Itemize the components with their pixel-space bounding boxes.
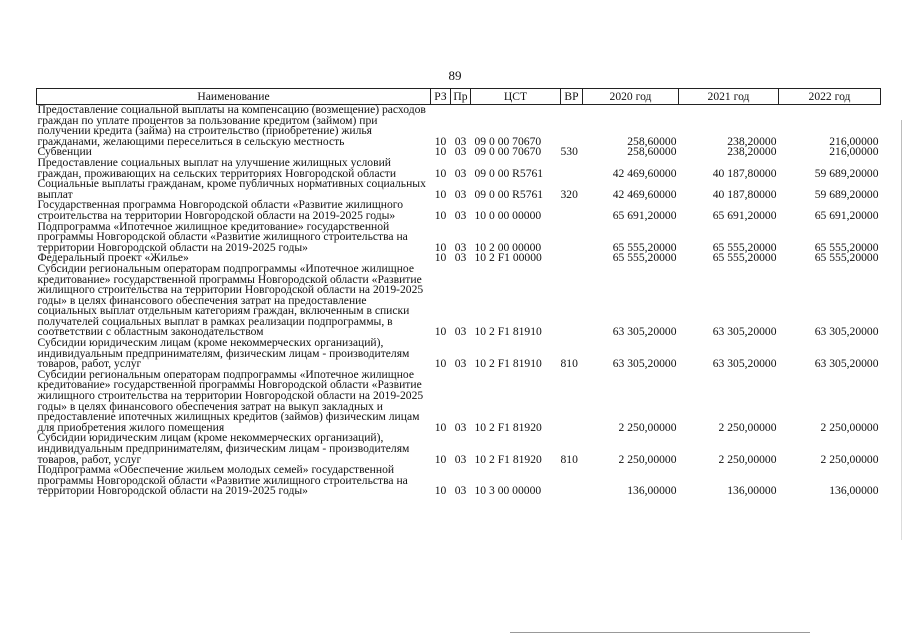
table-row (37, 200, 881, 221)
row-2022: 65 691,20000 (814, 208, 879, 222)
row-vr (561, 158, 583, 179)
row-vr (561, 465, 583, 497)
row-2020: 258,60000 (627, 145, 677, 159)
row-2021: 238,20000 (727, 134, 777, 148)
row-2022: 63 305,20000 (814, 325, 879, 339)
row-2022: 2 250,00000 (820, 452, 879, 466)
row-pr: 03 (454, 251, 467, 265)
header-vr: ВР (561, 89, 583, 105)
row-2022: 216,00000 (829, 134, 879, 148)
scan-artifact-right-edge (901, 120, 902, 540)
row-pr: 03 (454, 187, 467, 201)
row-2022: 63 305,20000 (814, 357, 879, 371)
header-2021: 2021 год (679, 89, 779, 105)
row-name: Предоставление социальной выплаты на компенсацию (возмещение) расходов граждан по уплате процентов за пользование кредитом (займом) при получении кредита (займа) на строительство (приобретение) жилья гражданами, желающими переселиться в сельскую местность (37, 103, 426, 148)
table-row (37, 158, 881, 179)
row-name: Субсидии региональным операторам подпрограммы «Ипотечное жилищное кредитование» государственной программы Новгородской области «Развитие жилищного строительства на территории Новгородской области на 2019-2025 годы» в целях финансового обеспечения затрат на выкуп закладных и предоставление ипотечных жилищных кредитов (займов) физическим лицам для приобретения жилого помещения (37, 367, 424, 434)
row-cst: 09 0 00 R5761 (474, 166, 544, 180)
row-rz: 10 (434, 452, 447, 466)
row-pr: 03 (454, 484, 467, 498)
row-2021: 40 187,80000 (712, 166, 777, 180)
row-pr: 03 (454, 452, 467, 466)
row-rz: 10 (434, 251, 447, 265)
table-row (37, 465, 881, 497)
budget-table (36, 88, 881, 497)
row-2021: 2 250,00000 (718, 420, 777, 434)
row-cst: 10 0 00 00000 (474, 208, 542, 222)
row-2020: 2 250,00000 (618, 420, 677, 434)
row-name: Подпрограмма «Обеспечение жильем молодых семей» государственной программы Новгородской области «Развитие жилищного строительства на территории Новгородской области на 2019-2025 годы» (37, 463, 408, 498)
row-pr: 03 (454, 420, 467, 434)
row-rz: 10 (434, 484, 447, 498)
row-rz: 10 (434, 166, 447, 180)
row-vr: 810 (560, 357, 578, 371)
table-row (37, 338, 881, 370)
row-2020: 65 691,20000 (612, 208, 677, 222)
header-2020: 2020 год (583, 89, 679, 105)
row-2020: 258,60000 (627, 134, 677, 148)
row-2020: 2 250,00000 (618, 452, 677, 466)
row-pr: 03 (454, 240, 467, 254)
row-2020: 136,00000 (627, 484, 677, 498)
row-pr: 03 (454, 134, 467, 148)
row-2022: 59 689,20000 (814, 166, 879, 180)
row-vr: 530 (560, 145, 578, 159)
table-row (37, 264, 881, 338)
row-2021: 63 305,20000 (712, 357, 777, 371)
row-2022: 136,00000 (829, 484, 879, 498)
row-2021: 65 691,20000 (712, 208, 777, 222)
row-name: Субсидии юридическим лицам (кроме некоммерческих организаций), индивидуальным предпринимателям, физическим лицам - производителям товаров, работ, услуг (37, 336, 410, 371)
row-vr: 320 (560, 187, 578, 201)
row-cst: 09 0 00 70670 (474, 134, 542, 148)
row-vr (561, 264, 583, 338)
row-name: Субсидии региональным операторам подпрограммы «Ипотечное жилищное кредитование» государственной программы Новгородской области «Развитие жилищного строительства на территории Новгородской области на 2019-2025 годы» в целях финансового обеспечения затрат на предоставление социальных выплат отдельным категориям граждан, включенным в списки получателей социальных выплат в рамках реализации подпрограммы, в соответствии с областным законодательством (37, 261, 424, 339)
row-2021: 63 305,20000 (712, 325, 777, 339)
row-name: Субвенции (37, 145, 92, 159)
page-number: 89 (448, 68, 462, 83)
row-name: Подпрограмма «Ипотечное жилищное кредитование» государственной программы Новгородской области «Развитие жилищного строительства на территории Новгородской области на 2019-2025 годы» (37, 219, 408, 254)
row-2021: 238,20000 (727, 145, 777, 159)
row-pr: 03 (454, 357, 467, 371)
row-pr: 03 (454, 325, 467, 339)
row-cst: 10 2 F1 00000 (474, 251, 542, 265)
table-row (37, 105, 881, 148)
row-vr (561, 253, 583, 264)
row-2021: 136,00000 (727, 484, 777, 498)
row-rz: 10 (434, 240, 447, 254)
header-name: Наименование (37, 89, 431, 105)
row-cst: 10 2 F1 81910 (474, 325, 542, 339)
row-vr (561, 105, 583, 148)
row-2020: 65 555,20000 (612, 240, 677, 254)
table-row (37, 433, 881, 465)
header-pr: Пр (451, 89, 471, 105)
row-cst: 10 2 F1 81910 (474, 357, 542, 371)
row-2021: 65 555,20000 (712, 251, 777, 265)
row-vr (561, 222, 583, 254)
row-2021: 2 250,00000 (718, 452, 777, 466)
scan-artifact-bottom-line (510, 632, 810, 633)
row-pr: 03 (454, 166, 467, 180)
row-name: Государственная программа Новгородской области «Развитие жилищного строительства на территории Новгородской области на 2019-2025 годы» (37, 198, 404, 222)
row-2022: 2 250,00000 (820, 420, 879, 434)
row-pr: 03 (454, 145, 467, 159)
table-row (37, 370, 881, 434)
row-2020: 42 469,60000 (612, 166, 677, 180)
row-cst: 09 0 00 R5761 (474, 187, 544, 201)
header-2022: 2022 год (779, 89, 881, 105)
row-2022: 216,00000 (829, 145, 879, 159)
row-rz: 10 (434, 134, 447, 148)
row-name: Предоставление социальных выплат на улучшение жилищных условий граждан, проживающих на сельских территориях Новгородской области (37, 155, 397, 180)
header-rz: РЗ (431, 89, 451, 105)
row-pr: 03 (454, 208, 467, 222)
row-cst: 09 0 00 70670 (474, 145, 542, 159)
row-name: Субсидии юридическим лицам (кроме некоммерческих организаций), индивидуальным предпринимателям, физическим лицам - производителям товаров, работ, услуг (37, 431, 410, 466)
row-cst: 10 2 F1 81920 (474, 452, 542, 466)
row-name: Социальные выплаты гражданам, кроме публичных нормативных социальных выплат (37, 177, 426, 201)
row-2022: 65 555,20000 (814, 240, 879, 254)
row-vr (561, 200, 583, 221)
row-2020: 63 305,20000 (612, 357, 677, 371)
row-2020: 42 469,60000 (612, 187, 677, 201)
row-vr (561, 370, 583, 434)
table-row (37, 179, 881, 200)
row-2020: 63 305,20000 (612, 325, 677, 339)
header-cst: ЦСТ (471, 89, 561, 105)
row-cst: 10 2 F1 81920 (474, 420, 542, 434)
row-cst: 10 2 00 00000 (474, 240, 542, 254)
row-rz: 10 (434, 325, 447, 339)
row-2020: 65 555,20000 (612, 251, 677, 265)
row-rz: 10 (434, 187, 447, 201)
row-2021: 65 555,20000 (712, 240, 777, 254)
row-name: Федеральный проект «Жилье» (37, 251, 189, 265)
row-rz: 10 (434, 420, 447, 434)
row-2021: 40 187,80000 (712, 187, 777, 201)
row-rz: 10 (434, 208, 447, 222)
row-rz: 10 (434, 145, 447, 159)
table-row (37, 222, 881, 254)
row-2022: 65 555,20000 (814, 251, 879, 265)
row-rz: 10 (434, 357, 447, 371)
row-vr: 810 (560, 452, 578, 466)
row-2022: 59 689,20000 (814, 187, 879, 201)
row-cst: 10 3 00 00000 (474, 484, 542, 498)
